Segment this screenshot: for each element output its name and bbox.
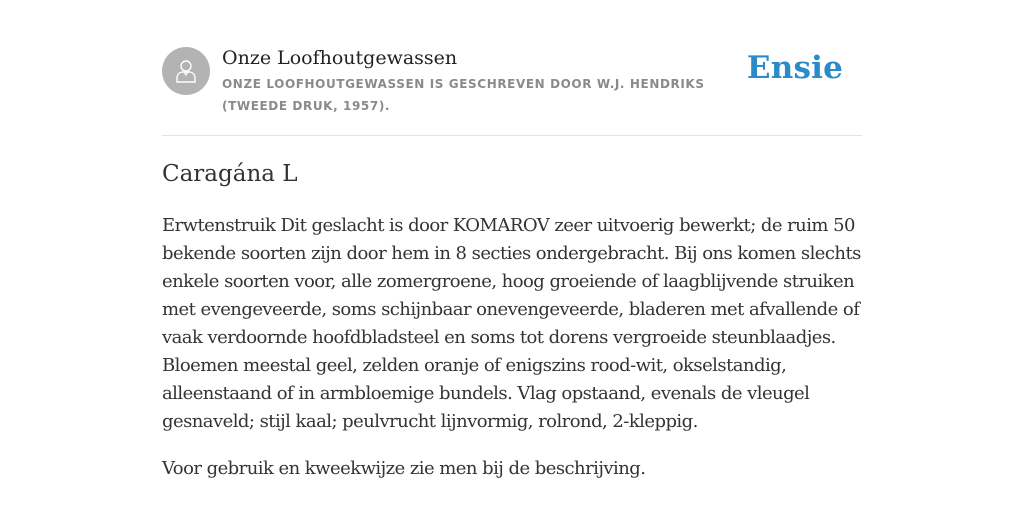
source-title[interactable]: Onze Loofhoutgewassen (222, 47, 458, 69)
user-icon (171, 56, 201, 86)
source-info (222, 44, 762, 117)
entry-paragraph-2: Voor gebruik en kweekwijze zie men bij de beschrijving. (162, 458, 646, 479)
paragraph-line: Erwtenstruik Dit geslacht is door KOMAROV zeer uitvoerig bewerkt; de ruim 50 (162, 215, 855, 236)
paragraph-line: enkele soorten voor, alle zomergroene, hoog groeiende of laagblijvende struiken (162, 271, 855, 292)
paragraph-line: met evengeveerde, soms schijnbaar onevengeveerde, bladeren met afvallende of (162, 299, 860, 320)
paragraph-line: Bloemen meestal geel, zelden oranje of enigszins rood-wit, okselstandig, (162, 355, 787, 376)
divider (162, 135, 862, 136)
entry-title: Caragána L (162, 161, 298, 187)
source-description: ONZE LOOFHOUTGEWASSEN IS GESCHREVEN DOOR W.J. HENDRIKS (TWEEDE DRUK, 1957). (222, 77, 705, 113)
ensie-logo[interactable]: Ensie (746, 50, 843, 86)
avatar (162, 47, 210, 95)
entry-paragraph-1 (162, 212, 862, 436)
paragraph-line: vaak verdoornde hoofdbladsteel en soms tot dorens vergroeide steunblaadjes. (162, 327, 836, 348)
paragraph-line: bekende soorten zijn door hem in 8 secties ondergebracht. Bij ons komen slechts (162, 243, 861, 264)
source-header (162, 44, 862, 124)
paragraph-line: gesnaveld; stijl kaal; peulvrucht lijnvormig, rolrond, 2-kleppig. (162, 411, 698, 432)
paragraph-line: alleenstaand of in armbloemige bundels. Vlag opstaand, evenals de vleugel (162, 383, 810, 404)
